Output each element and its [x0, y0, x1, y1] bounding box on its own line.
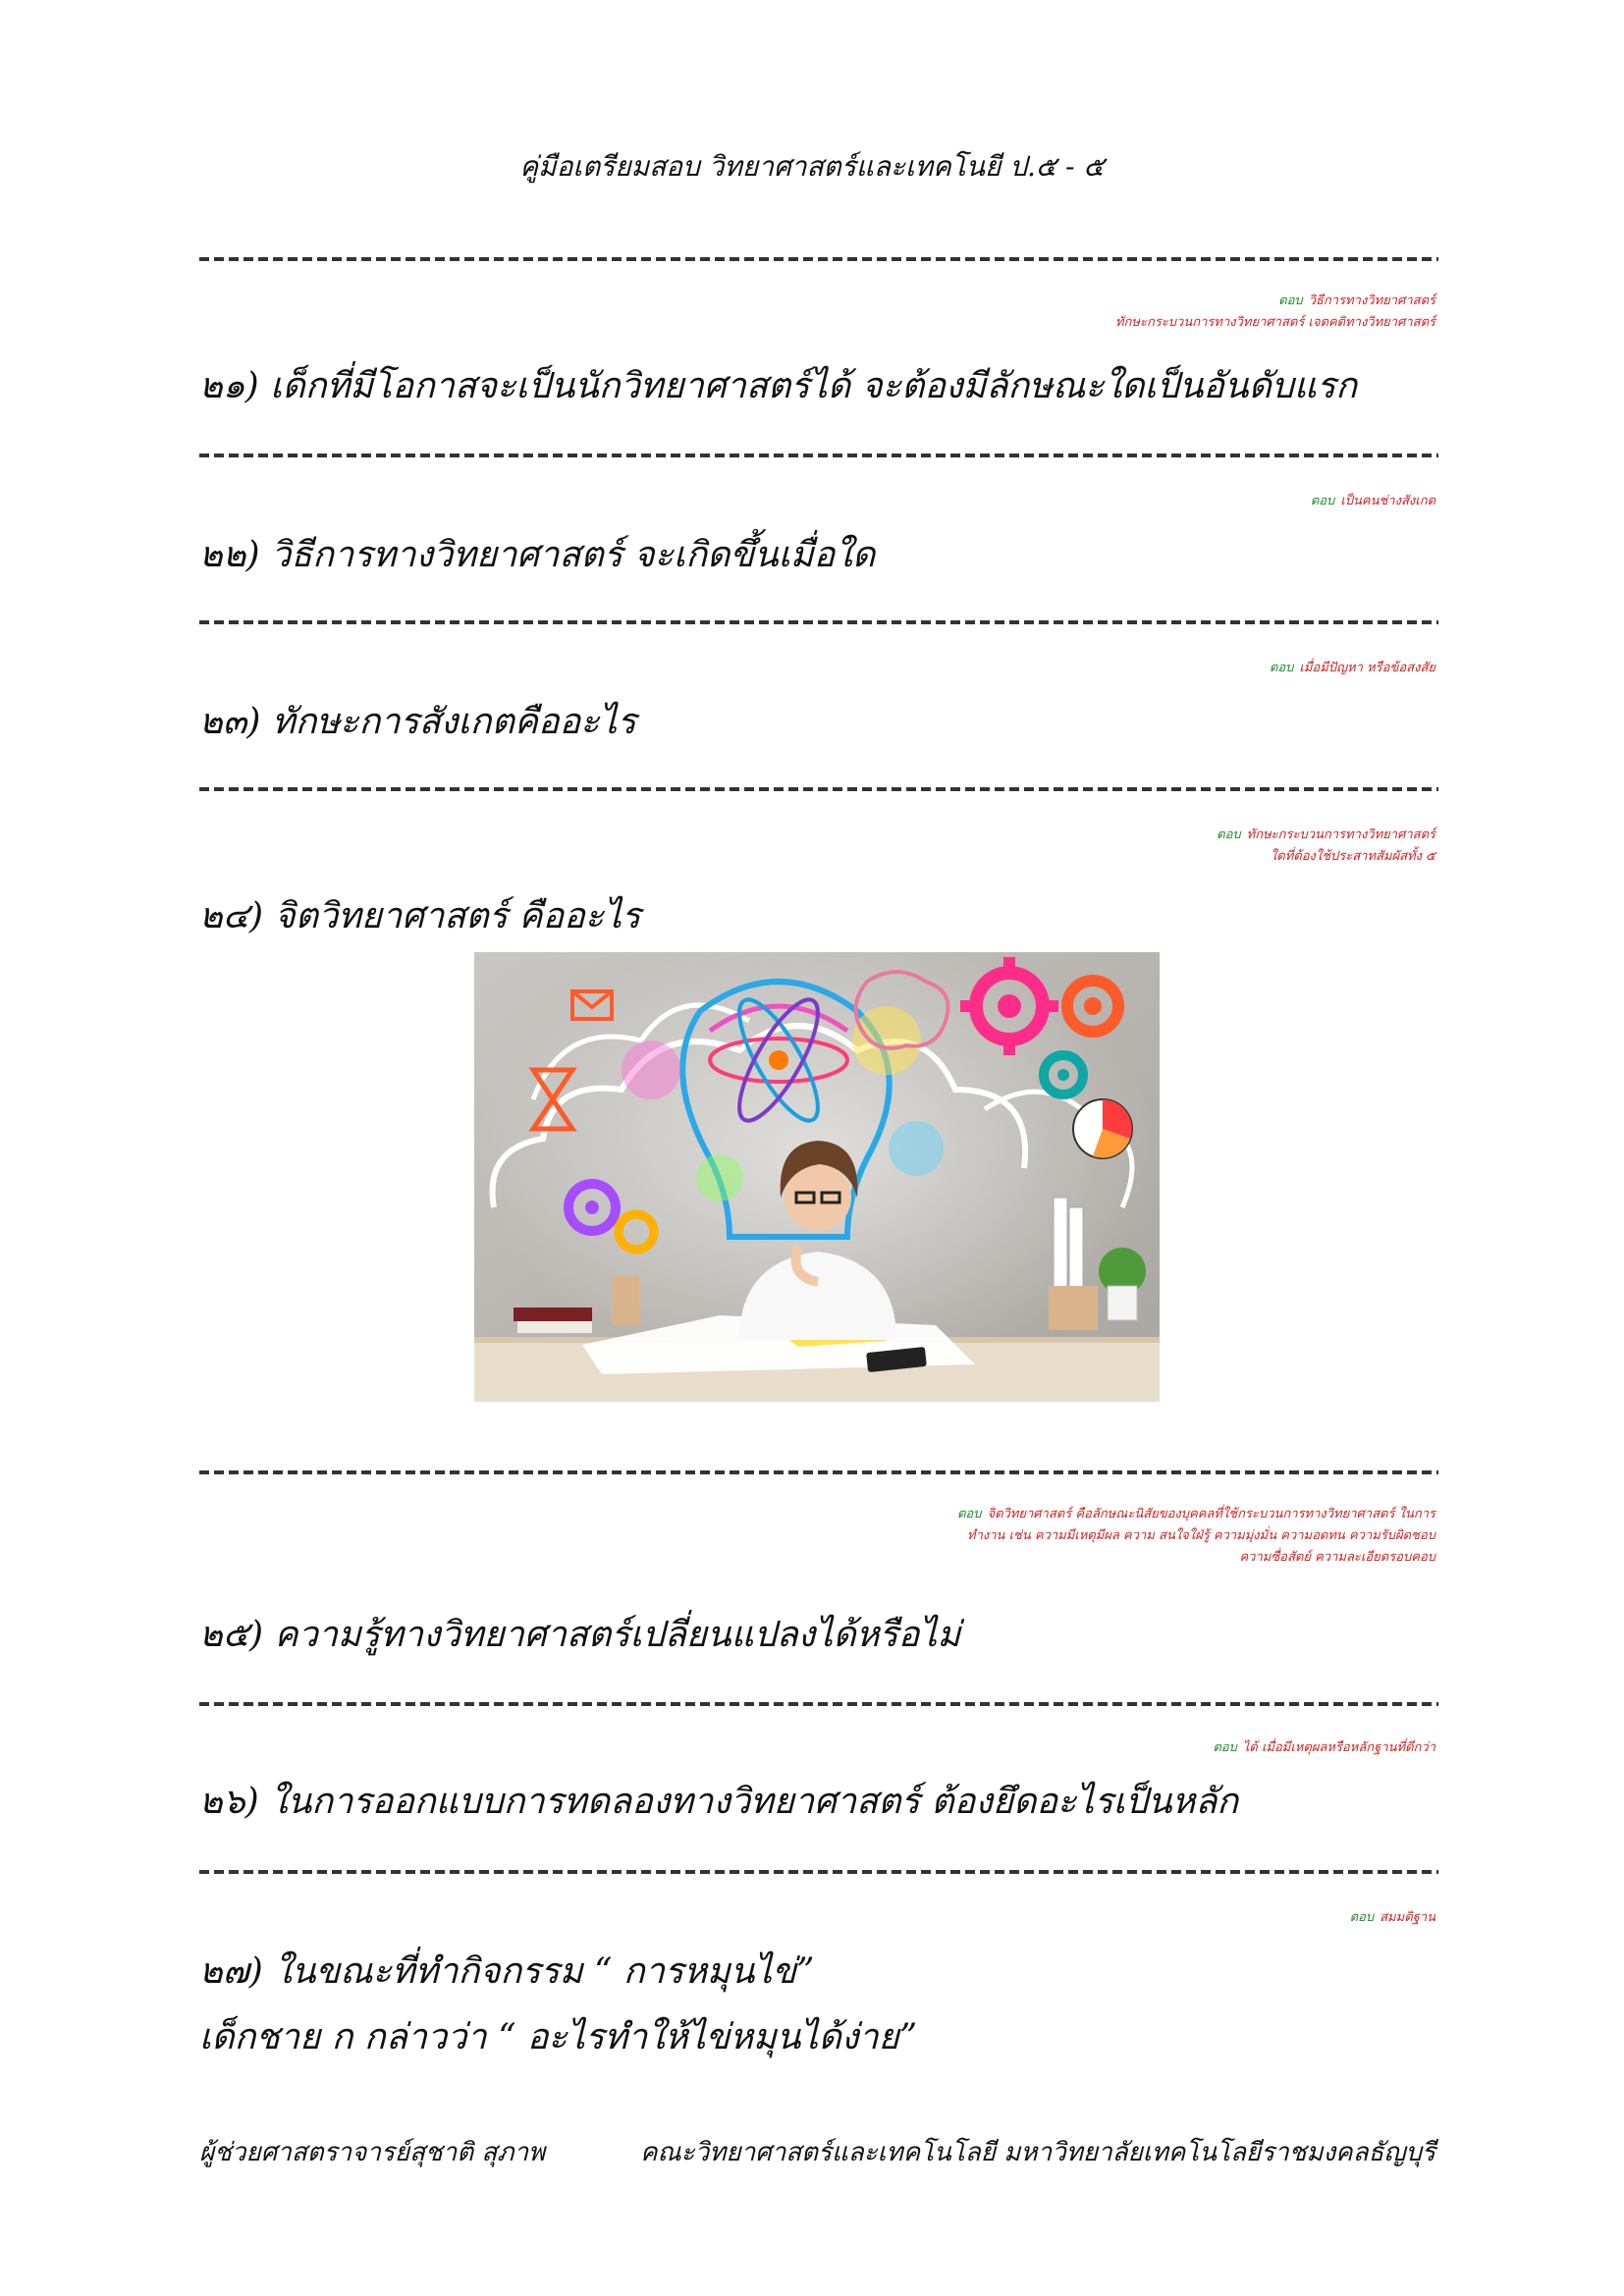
question-text: ในการออกแบบการทดลองทางวิทยาศาสตร์ ต้องยึดอะไรเป็นหลัก	[270, 1782, 1239, 1822]
answer-line: ใดที่ต้องใช้ประสาทสัมผัสทั้ง ๕	[1270, 849, 1435, 864]
answer-line: สมมติฐาน	[1380, 1910, 1435, 1925]
question-text: จิตวิทยาศาสตร์ คืออะไร	[274, 896, 641, 936]
question-text: ในขณะที่ทำกิจกรรม “ การหมุนไข่”	[274, 1951, 815, 1992]
question-27	[199, 1947, 814, 1998]
answer-line: ทักษะกระบวนการทางวิทยาศาสตร์	[1246, 828, 1435, 842]
question-number: ๒๑)	[199, 366, 259, 406]
question-text: เด็กที่มีโอกาสจะเป็นนักวิทยาศาสตร์ได้ จะต้องมีลักษณะใดเป็นอันดับแรก	[270, 366, 1358, 406]
answer-line: วิธีการทางวิทยาศาสตร์	[1308, 294, 1435, 308]
answer-label: ตอบ	[1278, 294, 1303, 308]
dashed-separator	[199, 787, 1438, 791]
dashed-separator	[199, 620, 1438, 624]
answer-label: ตอบ	[1217, 828, 1241, 842]
answer-label: ตอบ	[1310, 494, 1335, 508]
question-text: ทักษะการสังเกตคืออะไร	[271, 702, 636, 742]
question-number: ๒๓)	[199, 702, 261, 742]
answer-line: เมื่อมีปัญหา หรือข้อสงสัย	[1299, 661, 1435, 675]
answer-label: ตอบ	[1349, 1910, 1375, 1925]
question-26	[199, 1777, 1238, 1828]
answer-block	[748, 658, 1435, 679]
dashed-separator	[199, 1470, 1438, 1474]
footer-author: ผู้ช่วยศาสตราจารย์สุชาติ สุภาพ	[199, 2138, 546, 2167]
question-27-line2: เด็กชาย ก กล่าวว่า “ อะไรทำให้ไข่หมุนได้ง่าย”	[199, 2017, 918, 2057]
answer-label: ตอบ	[1269, 661, 1294, 675]
answer-block	[748, 1737, 1435, 1759]
question-text: วิธีการทางวิทยาศาสตร์ จะเกิดขึ้นเมื่อใด	[270, 535, 876, 575]
question-23	[199, 697, 636, 748]
page-header: คู่มือเตรียมสอบ วิทยาศาสตร์และเทคโนยี ป.๕ - ๕	[519, 150, 1105, 183]
answer-line: เป็นคนช่างสังเกต	[1340, 494, 1435, 508]
question-number: ๒๒)	[199, 535, 260, 575]
dashed-separator	[199, 454, 1438, 457]
answer-line: ทักษะกระบวนการทางวิทยาศาสตร์ เจตคติทางวิทยาศาสตร์	[1114, 315, 1435, 330]
answer-block	[748, 1907, 1435, 1929]
question-number: ๒๗)	[199, 1951, 263, 1992]
question-number: ๒๖)	[199, 1782, 259, 1822]
answer-block	[748, 825, 1435, 868]
illustration-photo	[474, 952, 1160, 1402]
dashed-separator	[199, 257, 1438, 261]
answer-line: จิตวิทยาศาสตร์ คือลักษณะนิสัยของบุคคลที่ใช้กระบวนการทางวิทยาศาสตร์ ในการ	[987, 1507, 1435, 1522]
question-number: ๒๕)	[199, 1615, 264, 1655]
answer-line: ได้ เมื่อมีเหตุผลหรือหลักฐานที่ดีกว่า	[1242, 1740, 1435, 1755]
question-number: ๒๔)	[199, 896, 264, 936]
dashed-separator	[199, 1870, 1438, 1874]
answer-label: ตอบ	[956, 1507, 982, 1522]
question-text: ความรู้ทางวิทยาศาสตร์เปลี่ยนแปลงได้หรือไม่	[274, 1615, 961, 1655]
answer-block	[748, 1504, 1435, 1569]
question-24	[199, 891, 641, 942]
question-25	[199, 1610, 960, 1661]
question-22	[199, 530, 875, 581]
answer-block	[748, 291, 1435, 334]
answer-line: ทำงาน เช่น ความมีเหตุมีผล ความ สนใจใฝ่รู้ ความมุ่งมั่น ความอดทน ความรับผิดชอบ	[967, 1528, 1435, 1543]
answer-label: ตอบ	[1213, 1740, 1237, 1755]
answer-line: ความซื่อสัตย์ ความละเอียดรอบคอบ	[1239, 1550, 1435, 1565]
answer-block	[748, 491, 1435, 512]
dashed-separator	[199, 1702, 1438, 1706]
question-21	[199, 361, 1357, 412]
footer-affiliation: คณะวิทยาศาสตร์และเทคโนโลยี มหาวิทยาลัยเทคโนโลยีราชมงคลธัญบุรี	[640, 2138, 1435, 2167]
